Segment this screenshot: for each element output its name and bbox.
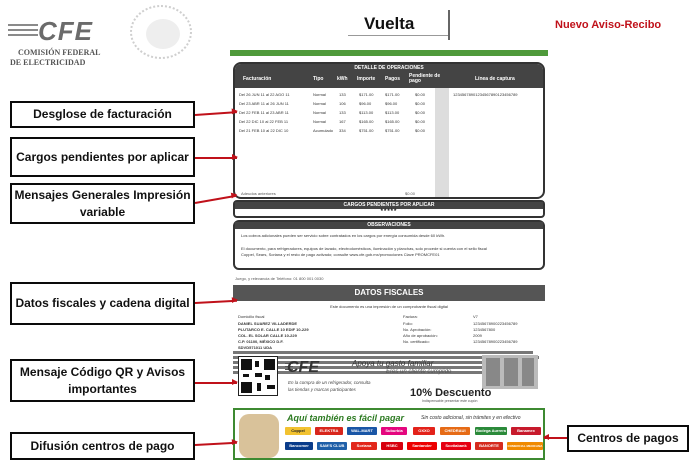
cell-pagos: $165.00 <box>385 119 400 124</box>
cell-kwh: 133 <box>339 92 346 97</box>
qr-code-icon <box>238 356 278 396</box>
bill-top-bar <box>230 50 548 56</box>
customer-rfc: SDVD571011 UDA <box>238 345 273 350</box>
col-facturacion: Facturación <box>243 76 272 82</box>
certificado-value: 12345678900223456789 <box>473 339 518 344</box>
datos-fiscales-section <box>233 285 545 365</box>
payment-logo: BANORTE <box>475 442 503 450</box>
col-pendiente: Pendiente de pago <box>409 73 441 84</box>
payment-logo: Suburbia <box>381 427 407 435</box>
certificado-label: No. certificado: <box>403 339 430 344</box>
customer-name: DANIEL SUAREZ VILLADERDE <box>238 321 298 326</box>
factura-value: V7 <box>473 314 478 319</box>
promo-discount-note: Indispensable presentar este cupón <box>422 399 478 403</box>
payment-logo: OXXO <box>413 427 435 435</box>
table-row <box>235 108 543 117</box>
customer-address3: C.P. 01100, MÉXICO D.F. <box>238 339 284 344</box>
cell-kwh: 133 <box>339 110 346 115</box>
detalle-operaciones-section <box>233 62 545 199</box>
payment-logo: HSBC <box>381 442 403 450</box>
cell-importe: $113.00 <box>359 110 374 115</box>
operaciones-rows <box>235 90 543 135</box>
cargos-title: CARGOS PENDIENTES POR APLICAR <box>235 202 543 209</box>
promo-text1: En la compra de un refrigerador, consulta <box>288 380 371 385</box>
adeudos-label: Adeudos anteriores <box>241 191 276 196</box>
callout-centros: Centros de pagos <box>567 425 689 452</box>
pago-subtitle: Sin costo adicional, sin trámites y en efectivo <box>421 415 521 421</box>
arrow-centros <box>544 437 567 439</box>
observaciones-line2: El documento, para refrigeradores, equipos de lavado, electrodomésticos, iluminación y planchas, solo procede si cuenta con el sello fiscal <box>241 246 487 251</box>
cadena-digital-line <box>233 351 533 354</box>
callout-cargos: Cargos pendientes por aplicar <box>10 137 195 177</box>
adeudos-value: $0.00 <box>405 191 416 196</box>
centros-pago-banner <box>233 408 545 460</box>
col-importe: Importe <box>357 76 376 82</box>
cell-pendiente: $0.00 <box>415 128 426 133</box>
page-subtitle: Nuevo Aviso-Recibo <box>555 19 662 31</box>
cfe-logo-line2: DE ELECTRICIDAD <box>10 58 86 67</box>
cfe-logo-lines-icon <box>8 24 38 39</box>
cell-periodo: Del 22 FEB 11 al 23 ABR 11 <box>239 110 289 115</box>
payment-logo: Banamex <box>511 427 541 435</box>
cell-kwh: 106 <box>339 101 346 106</box>
observaciones-footer: Juego, y relevancia de Teléfono: 01 800 001 0030 <box>235 276 324 281</box>
payment-logo: Soriana <box>351 442 377 450</box>
cell-pagos: $96.00 <box>385 101 398 106</box>
table-row <box>235 126 543 135</box>
promo-text2: las tiendas y marcas participantes <box>288 387 356 392</box>
payment-logo: COMERCIAL MEXICANA <box>507 444 543 448</box>
promo-headline: Apoya tu gasto familiar <box>352 359 434 368</box>
cell-pagos: $113.00 <box>385 110 400 115</box>
cell-tipo: Normal <box>313 101 326 106</box>
folio-label: Folio: <box>403 321 413 326</box>
woman-shopping-image-icon <box>239 414 279 458</box>
observaciones-section <box>233 220 545 270</box>
cell-tipo: Normal <box>313 92 326 97</box>
factura-label: Factura: <box>403 314 418 319</box>
observaciones-title: OBSERVACIONES <box>235 222 543 229</box>
payment-logo: Santander <box>407 442 437 450</box>
operaciones-header-row <box>235 72 543 88</box>
promo-discount: 10% Descuento <box>410 387 492 399</box>
operaciones-title: DETALLE DE OPERACIONES <box>235 64 543 72</box>
cell-importe: $171.00 <box>359 92 374 97</box>
callout-qr: Mensaje Código QR y Avisos importantes <box>10 359 195 402</box>
payment-logo: WAL-MART <box>347 427 377 435</box>
customer-address2: COL. EL SOLAR CALLE 10-229 <box>238 333 297 338</box>
callout-desglose: Desglose de facturación <box>10 101 195 128</box>
col-kwh: kWh <box>337 76 348 82</box>
payment-logo: SAM'S CLUB <box>317 442 347 450</box>
payment-logo: Coppel <box>285 427 311 435</box>
cargos-value: ***** <box>380 209 398 215</box>
table-row <box>235 99 543 108</box>
cell-kwh: 167 <box>339 119 346 124</box>
bill-document <box>230 50 548 460</box>
cell-linea-captura: 12345678901234567890123456789 <box>453 92 518 97</box>
cell-pendiente: $0.00 <box>415 92 426 97</box>
cell-pendiente: $0.00 <box>415 119 426 124</box>
cfe-logo <box>8 14 123 67</box>
col-pagos: Pagos <box>385 76 401 82</box>
cell-tipo: Normal <box>313 119 326 124</box>
cell-tipo: Acumulado <box>313 128 334 133</box>
cell-tipo: Normal <box>313 110 326 115</box>
col-linea-captura: Línea de captura <box>475 76 515 82</box>
cell-periodo: Del 21 FEB 10 al 22 DIC 10 <box>239 128 289 133</box>
cfe-promo-logo: CFE <box>287 359 319 376</box>
payment-logo: ELEKTRA <box>315 427 343 435</box>
aprobacion-value: 1234567800 <box>473 327 496 332</box>
domicilio-label: Domicilio fiscal <box>238 314 265 319</box>
fiscales-title: DATOS FISCALES <box>233 285 545 301</box>
payment-logo: Scotiabank <box>441 442 471 450</box>
promo-tagline: Eres un cliente cumplido <box>386 369 452 375</box>
col-tipo: Tipo <box>313 76 324 82</box>
callout-fiscales: Datos fiscales y cadena digital <box>10 282 195 325</box>
cell-pendiente: $0.00 <box>415 110 426 115</box>
folio-value: 12345678900223456789 <box>473 321 518 326</box>
cell-periodo: Del 26 JUN 11 al 22 AGO 11 <box>239 92 290 97</box>
payment-logo: Bodega Aurrera <box>475 428 507 433</box>
payment-logo: CHEDRAUI <box>440 427 470 435</box>
aprobacion-label: No. Aprobación: <box>403 327 432 332</box>
page-title: Vuelta <box>364 14 415 33</box>
ano-label: Año de aprobación: <box>403 333 438 338</box>
table-row <box>235 117 543 126</box>
payment-logo: Bancomer <box>285 442 313 450</box>
observaciones-line3: Coppel, Sears, Soriana y el resto de pago activado; consulte www.cfe.gob.mx/promociones Clave PROMCFE01 <box>241 252 440 257</box>
cfe-logo-line1: COMISIÓN FEDERAL <box>18 48 101 57</box>
callout-mensajes: Mensajes Generales Impresión variable <box>10 183 195 224</box>
cell-kwh: 334 <box>339 128 346 133</box>
cell-pagos: $171.00 <box>385 92 400 97</box>
pago-title: Aquí también es fácil pagar <box>287 413 405 423</box>
callout-difusion: Difusión centros de pago <box>10 432 195 460</box>
customer-address1: PLUTARCO E. CALLE 10 EDIF 10-229 <box>238 327 309 332</box>
refrigerator-icon <box>482 355 538 389</box>
cell-pendiente: $0.00 <box>415 101 426 106</box>
observaciones-line1: Los cobros adicionales pueden ser servicio sobre contratados en los cargos por energía consumida desde 60 kWh. <box>241 233 446 238</box>
title-divider <box>448 10 450 40</box>
cell-periodo: Del 22 DIC 10 al 22 FEB 11 <box>239 119 289 124</box>
fiscales-subtitle: Este documento es una impresión de un comprobante fiscal digital <box>330 304 448 309</box>
cell-importe: $751.00 <box>359 128 374 133</box>
mexican-coat-of-arms-seal-icon <box>130 5 192 59</box>
cfe-logo-text: CFE <box>38 16 93 46</box>
arrow-qr <box>195 382 237 384</box>
ano-value: 2009 <box>473 333 482 338</box>
cell-pagos: $751.00 <box>385 128 400 133</box>
cell-importe: $96.00 <box>359 101 372 106</box>
arrow-cargos <box>195 157 237 159</box>
cargos-pendientes-section <box>233 200 545 218</box>
table-row <box>235 90 543 99</box>
cell-importe: $165.00 <box>359 119 374 124</box>
cell-periodo: Del 23 ABR 11 al 26 JUN 11 <box>239 101 289 106</box>
title-underline <box>348 35 448 36</box>
